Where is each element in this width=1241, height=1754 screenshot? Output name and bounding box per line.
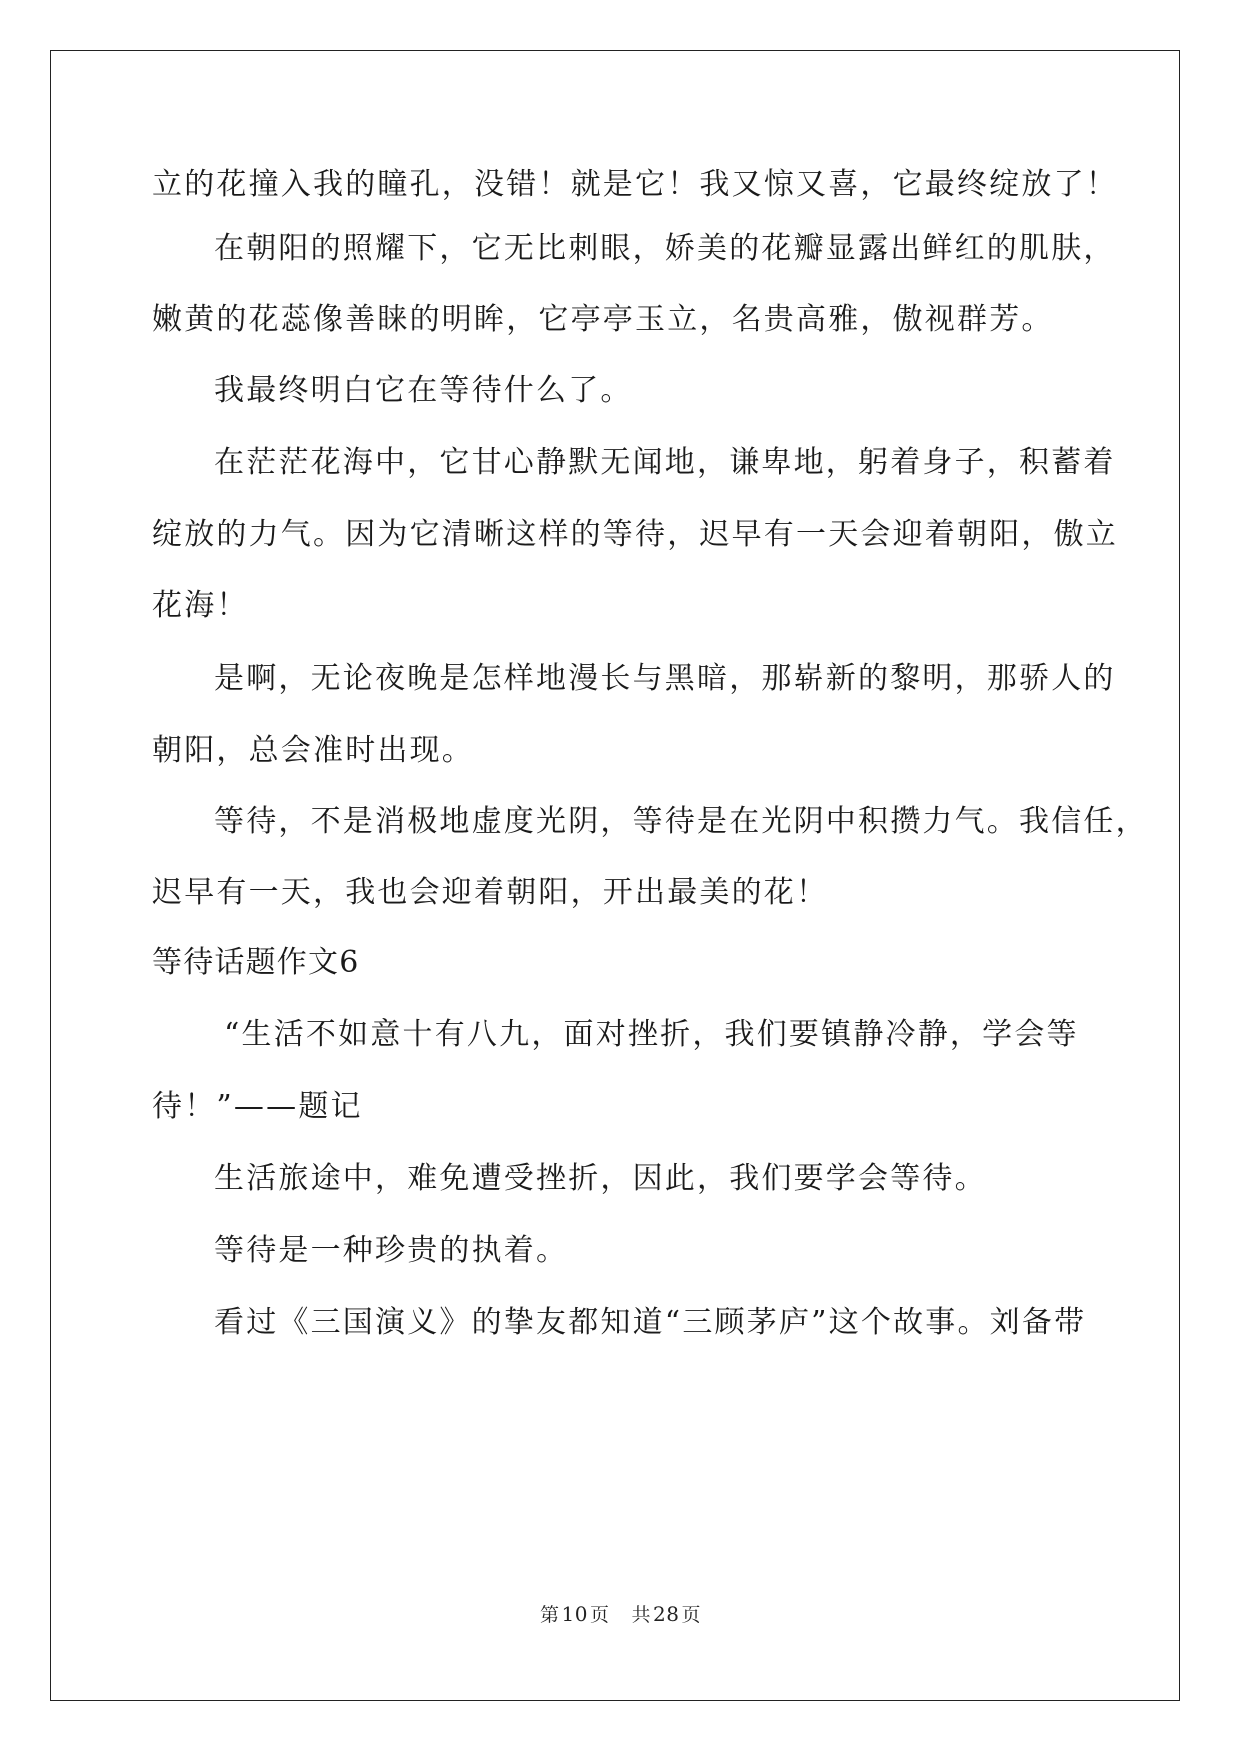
footer-prefix: 第: [540, 1604, 560, 1626]
total-pages-number: 28: [653, 1602, 680, 1626]
footer-total-prefix: 共: [631, 1604, 652, 1626]
epigraph-line: 待！”——题记: [152, 1089, 363, 1124]
paragraph-line: 绽放的力气。因为它清晰这样的等待，迟早有一天会迎着朝阳，傲立: [152, 517, 1118, 552]
paragraph-line: 迟早有一天，我也会迎着朝阳，开出最美的花！: [152, 875, 829, 910]
paragraph-line: 花海！: [152, 588, 249, 623]
paragraph-line: 嫩黄的花蕊像善睐的明眸，它亭亭玉立，名贵高雅，傲视群芳。: [152, 302, 1054, 337]
paragraph-line: 等待是一种珍贵的执着。: [214, 1233, 569, 1268]
page-footer: [0, 1602, 1241, 1627]
epigraph-line: “生活不如意十有八九，面对挫折，我们要镇静冷静，学会等: [224, 1017, 1079, 1052]
paragraph-line: 是啊，无论夜晚是怎样地漫长与黑暗，那崭新的黎明，那骄人的: [214, 661, 1116, 696]
paragraph-line: 生活旅途中，难免遭受挫折，因此，我们要学会等待。: [214, 1161, 987, 1196]
footer-page-word: 页: [589, 1604, 610, 1626]
paragraph-line: 在朝阳的照耀下，它无比刺眼，娇美的花瓣显露出鲜红的肌肤，: [214, 231, 1116, 266]
current-page-number: 10: [561, 1602, 588, 1626]
paragraph-line: 朝阳，总会准时出现。: [152, 733, 474, 768]
paragraph-line: 看过《三国演义》的挚友都知道“三顾茅庐”这个故事。刘备带: [214, 1305, 1087, 1340]
section-heading: 等待话题作文6: [152, 945, 360, 980]
paragraph-line: 我最终明白它在等待什么了。: [214, 373, 633, 408]
paragraph-line: 在茫茫花海中，它甘心静默无闻地，谦卑地，躬着身子，积蓄着: [214, 445, 1116, 480]
paragraph-line: 立的花撞入我的瞳孔，没错！就是它！我又惊又喜，它最终绽放了！: [152, 167, 1118, 202]
footer-total-suffix: 页: [681, 1604, 701, 1626]
paragraph-line: 等待，不是消极地虚度光阴，等待是在光阴中积攒力气。我信任，: [214, 804, 1148, 839]
